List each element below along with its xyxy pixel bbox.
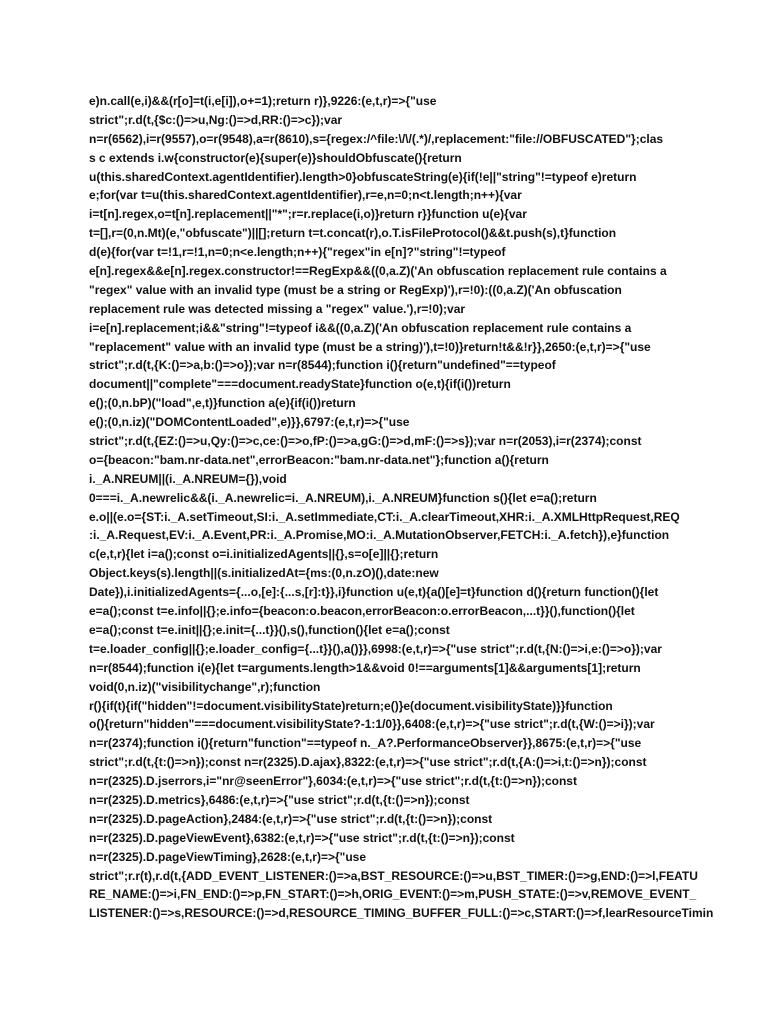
code-line: o={beacon:"bam.nr-data.net",errorBeacon:"bam.nr-data.net"};function a(){return (89, 452, 549, 467)
code-line: o(){return"hidden"===document.visibilityState?-1:1/0}},6408:(e,t,r)=>{"use strict";r.d(t,{W:()=>i});var (89, 717, 655, 732)
code-line: n=r(2325).D.jserrors,i="nr@seenError"},6034:(e,t,r)=>{"use strict";r.d(t,{t:()=>n});const (89, 774, 577, 789)
code-line: n=r(2325).D.pageViewTiming},2628:(e,t,r)=>{"use (89, 849, 367, 864)
code-line: e=a();const t=e.init||{};e.init={...t}}(),s(),function(){let e=a();const (89, 622, 450, 637)
code-text-block (89, 92, 714, 923)
code-line: replacement rule was detected missing a "regex" value.'),r=!0);var (89, 301, 466, 316)
code-line: n=r(2325).D.pageAction},2484:(e,t,r)=>{"use strict";r.d(t,{t:()=>n});const (89, 811, 493, 826)
code-line: Date}),i.initializedAgents={...o,[e]:{...s,[r]:t}},i}function u(e,t){a()[e]=t}function d(){return function(){let (89, 585, 659, 600)
code-line: strict";r.r(t),r.d(t,{ADD_EVENT_LISTENER:()=>a,BST_RESOURCE:()=>u,BST_TIMER:()=>g,END:()=>l,FEATU (89, 868, 698, 883)
code-line: u(this.sharedContext.agentIdentifier).length>0}obfuscateString(e){if(!e||"string"!=typeof e)return (89, 169, 637, 184)
code-line: document||"complete"===document.readyState}function o(e,t){if(i())return (89, 377, 511, 392)
code-line: t=[],r=(0,n.Mt)(e,"obfuscate")||[];return t=t.concat(r),o.T.isFileProtocol()&&t.push(s),t}function (89, 226, 617, 241)
code-line: :i._A.Request,EV:i._A.Event,PR:i._A.Promise,MO:i._A.MutationObserver,FETCH:i._A.fetch}),e}function (89, 528, 670, 543)
code-line: "regex" value with an invalid type (must be a string or RegExp)'),r=!0):((0,a.Z)('An obfuscation (89, 282, 622, 297)
code-line: RE_NAME:()=>i,FN_END:()=>p,FN_START:()=>h,ORIG_EVENT:()=>m,PUSH_STATE:()=>v,REMOVE_EVENT_ (89, 887, 697, 902)
code-line: e=a();const t=e.info||{};e.info={beacon:o.beacon,errorBeacon:o.errorBeacon,...t}}(),function(){let (89, 604, 635, 619)
code-line: r(){if(t){if("hidden"!=document.visibilityState)return;e()}e(document.visibilityState)}}function (89, 698, 613, 713)
code-line: e[n].regex&&e[n].regex.constructor!==RegExp&&((0,a.Z)('An obfuscation replacement rule contains a (89, 264, 667, 279)
code-line: void(0,n.iz)("visibilitychange",r);function (89, 679, 321, 694)
code-line: n=r(2325).D.pageViewEvent},6382:(e,t,r)=>{"use strict";r.d(t,{t:()=>n});const (89, 830, 515, 845)
code-line: d(e){for(var t=!1,r=!1,n=0;n<e.length;n++){"regex"in e[n]?"string"!=typeof (89, 245, 506, 260)
code-line: n=r(2374);function i(){return"function"==typeof n._A?.PerformanceObserver}},8675:(e,t,r)=>{"use (89, 736, 642, 751)
code-line: LISTENER:()=>s,RESOURCE:()=>d,RESOURCE_TIMING_BUFFER_FULL:()=>c,START:()=>f,learResourceTimin (89, 906, 714, 921)
code-line: strict";r.d(t,{$c:()=>u,Ng:()=>d,RR:()=>c});var (89, 112, 343, 127)
code-line: i._A.NREUM||(i._A.NREUM={}),void (89, 471, 287, 486)
code-line: Object.keys(s).length||(s.initializedAt={ms:(0,n.zO)(),date:new (89, 566, 439, 581)
code-line: e;for(var t=u(this.sharedContext.agentIdentifier),r=e,n=0;n<t.length;n++){var (89, 188, 522, 203)
code-line: strict";r.d(t,{t:()=>n});const n=r(2325).D.ajax},8322:(e,t,r)=>{"use strict";r.d(t,{A:()=>i,t:()=>n});const (89, 755, 647, 770)
code-line: n=r(2325).D.metrics},6486:(e,t,r)=>{"use strict";r.d(t,{t:()=>n});const (89, 792, 470, 807)
code-line: t=e.loader_config||{};e.loader_config={...t}}(),a()}},6998:(e,t,r)=>{"use strict";r.d(t,{N:()=>i,e:()=>o});var (89, 641, 662, 656)
code-line: "replacement" value with an invalid type (must be a string)'),t=!0)}return!t&&!r}},2650:(e,t,r)=>{"use (89, 339, 651, 354)
code-line: s c extends i.w{constructor(e){super(e)}shouldObfuscate(){return (89, 150, 462, 165)
code-line: n=r(6562),i=r(9557),o=r(9548),a=r(8610),s={regex:/^file:\/\/(.*)/,replacement:"file://OBFUSCATED"};clas (89, 131, 664, 146)
code-line: i=t[n].regex,o=t[n].replacement||"*";r=r.replace(i,o)}return r}}function u(e){var (89, 207, 527, 222)
code-line: n=r(8544);function i(e){let t=arguments.length>1&&void 0!==arguments[1]&&arguments[1];return (89, 660, 641, 675)
code-line: e();(0,n.bP)("load",e,t)}function a(e){if(i())return (89, 396, 356, 411)
code-line: c(e,t,r){let i=a();const o=i.initializedAgents||{},s=o[e]||{};return (89, 547, 439, 562)
code-line: strict";r.d(t,{K:()=>a,b:()=>o});var n=r(8544);function i(){return"undefined"==typeof (89, 358, 556, 373)
code-line: e)n.call(e,i)&&(r[o]=t(i,e[i]),o+=1);return r)},9226:(e,t,r)=>{"use (89, 94, 437, 108)
code-line: strict";r.d(t,{EZ:()=>u,Qy:()=>c,ce:()=>o,fP:()=>a,gG:()=>d,mF:()=>s});var n=r(2053),i=r(2374);const (89, 434, 642, 449)
code-line: e();(0,n.iz)("DOMContentLoaded",e)}},6797:(e,t,r)=>{"use (89, 415, 410, 430)
code-line: 0===i._A.newrelic&&(i._A.newrelic=i._A.NREUM),i._A.NREUM}function s(){let e=a();return (89, 490, 597, 505)
code-line: i=e[n].replacement;i&&"string"!=typeof i&&((0,a.Z)('An obfuscation replacement rule contains a (89, 320, 632, 335)
code-line: e.o||(e.o={ST:i._A.setTimeout,SI:i._A.setImmediate,CT:i._A.clearTimeout,XHR:i._A.XMLHttpRequest,REQ (89, 509, 680, 524)
